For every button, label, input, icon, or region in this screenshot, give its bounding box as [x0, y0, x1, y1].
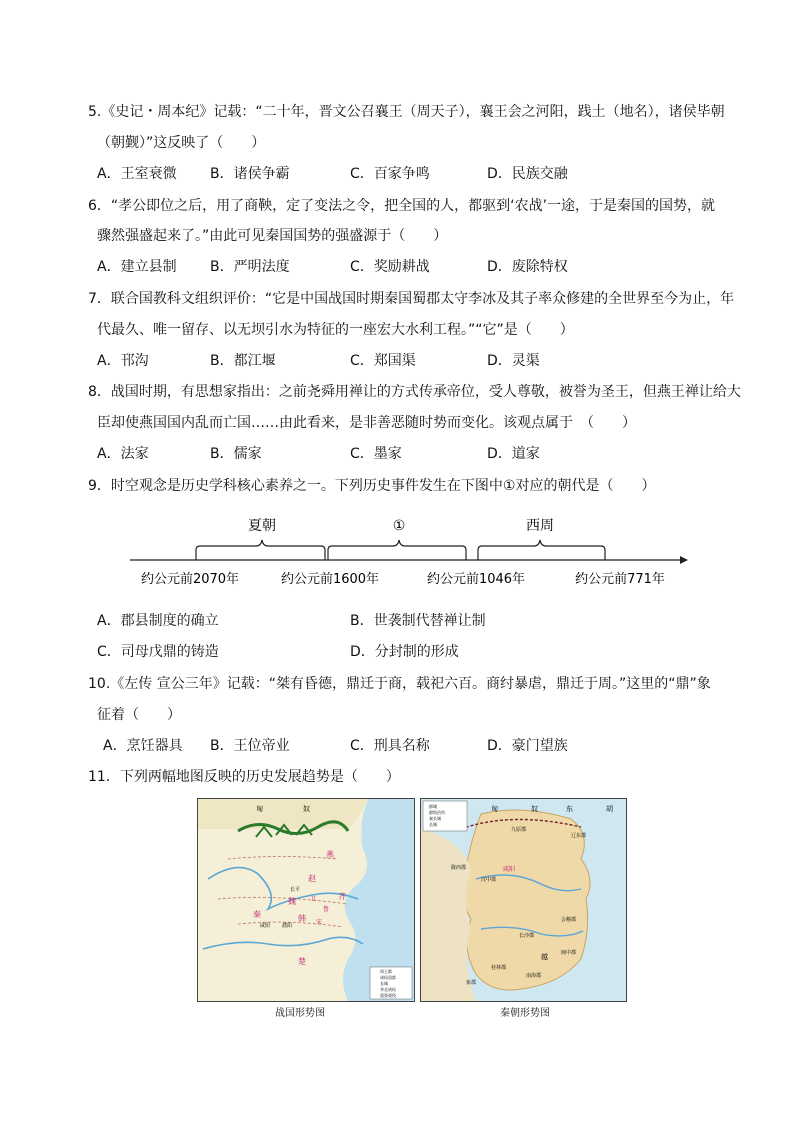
left-map-caption: 战国形势图 [275, 1008, 325, 1019]
question-10-option-d: D．豪门望族 [487, 738, 568, 754]
map-label: 汉中郡 [481, 877, 497, 883]
west-region [421, 829, 476, 1001]
question-8-line-1: 8．战国时期，有思想家指出：之前尧舜用禅让的方式传承帝位，受人尊敬，被誉为圣王，但燕王禅让给大 [88, 384, 741, 400]
question-5-line-2: （朝觐）”这反映了（ ） [97, 135, 266, 151]
question-9-option-a: A．郡县制度的确立 [97, 613, 219, 629]
timeline-brace-1 [196, 540, 325, 560]
question-10-line-1: 10.《左传 宣公三年》记载：“桀有昏德，鼎迁于商，载祀六百。商纣暴虐，鼎迁于周。”这里的“鼎”象 [88, 676, 711, 692]
right-map-caption: 秦朝形势图 [500, 1008, 550, 1019]
timeline-segment-3: 西周 [526, 518, 554, 534]
map-label: 象郡 [466, 980, 477, 986]
map-label: 长平 [290, 887, 301, 893]
question-10-option-c: C．刑具名称 [350, 738, 430, 754]
legend-item: 秦长城 [429, 816, 441, 821]
map-label: 辽东郡 [571, 833, 587, 839]
warring-states-map [197, 798, 415, 1002]
map-label: 燕 [326, 850, 334, 859]
question-8-option-d: D．道家 [487, 446, 540, 462]
question-10-option-a: A．烹饪器具 [103, 738, 183, 754]
legend-item: 郡城 [429, 804, 437, 809]
map-label: 长沙郡 [519, 933, 535, 939]
question-9-option-b: B．世袭制代替禅让制 [350, 613, 486, 629]
question-7-option-d: D．灵渠 [487, 353, 540, 369]
map-label: 匈 [256, 805, 263, 813]
question-7-line-1: 7．联合国教科文组织评价：“它是中国战国时期秦国蜀郡太守李冰及其子率众修建的全世界至今为止，年 [88, 291, 735, 307]
question-6-line-1: 6．“孝公即位之后，用了商鞅，定了变法之令，把全国的人，都驱到‘农战’一途，于是秦国的国势，就 [88, 198, 716, 214]
legend-item: 长城 [429, 822, 437, 827]
map-label: 奴 [531, 805, 538, 813]
question-8-line-2: 臣却使燕国国内乱而亡国……由此看来，是非善恶随时势而变化。该观点属于 （ ） [97, 415, 636, 431]
question-9-line-1: 9．时空观念是历史学科核心素养之一。下列历史事件发生在下图中①对应的朝代是（ ） [88, 478, 656, 494]
question-11-line-1: 11．下列两幅地图反映的历史发展趋势是（ ） [88, 769, 400, 785]
map-label: 陇西郡 [451, 865, 467, 871]
timeline-tick-3: 约公元前1046年 [426, 572, 526, 587]
map-label: 匈 [491, 805, 498, 813]
question-5-option-a: A．王室衰微 [97, 166, 177, 182]
question-9-option-d: D．分封制的形成 [350, 644, 459, 660]
timeline-tick-2: 约公元前1600年 [280, 572, 380, 587]
legend-item: 华北诸侯 [380, 987, 396, 992]
timeline-arrow-icon [680, 556, 688, 564]
map-label: 南海郡 [526, 973, 542, 979]
timeline-brace-2 [328, 540, 466, 560]
map-label: 齐 [338, 892, 346, 901]
legend-item: 长城 [380, 981, 388, 986]
question-10-line-2: 征着（ ） [97, 707, 181, 723]
question-7-option-b: B．都江堰 [210, 353, 276, 369]
question-7-option-a: A．邗沟 [97, 353, 149, 369]
question-5-option-b: B．诸侯争霸 [210, 166, 290, 182]
question-6-option-a: A．建立县制 [97, 259, 177, 275]
map-label: 秦 [253, 910, 261, 919]
qin-dynasty-map [420, 798, 627, 1002]
map-label: 胡 [606, 805, 613, 813]
question-6-option-c: C．奖励耕战 [350, 259, 430, 275]
question-9-option-c: C．司母戊鼎的铸造 [97, 644, 219, 660]
map-label: 楚 [298, 957, 306, 966]
map-label: 濮阳 [282, 923, 293, 929]
map-label: 闽中郡 [561, 950, 577, 956]
map-label: 咸阳 [503, 866, 516, 873]
legend-item: 郡级治所 [429, 810, 445, 815]
timeline-segment-2: ① [392, 518, 406, 534]
map-label: 越 [541, 953, 548, 961]
map-label: 咸阳 [260, 923, 271, 929]
question-7-line-2: 代最久、唯一留存、以无坝引水为特征的一座宏大水利工程。”“它”是（ ） [97, 322, 574, 338]
map-label: 九原郡 [511, 827, 527, 833]
legend-item: 周王都 [380, 969, 392, 974]
legend-item: 重要战役 [380, 993, 396, 998]
map-label: 会稽郡 [561, 917, 577, 923]
legend-item: 诸侯国都 [380, 975, 396, 980]
map-label: 宋 [316, 919, 323, 926]
question-6-line-2: 骤然强盛起来了。”由此可见秦国国势的强盛源于（ ） [97, 228, 448, 244]
question-8-option-c: C．墨家 [350, 446, 402, 462]
map-label: 鲁 [323, 906, 330, 913]
yangtze-river [203, 937, 363, 949]
question-5-line-1: 5.《史记・周本纪》记载：“二十年，晋文公召襄王（周天子），襄王会之河阳，践土（地名），诸侯毕朝 [88, 104, 725, 120]
question-8-option-b: B．儒家 [210, 446, 262, 462]
question-7-option-c: C．郑国渠 [350, 353, 416, 369]
map-label: 韩 [298, 914, 306, 923]
question-10-option-b: B．王位帝业 [210, 738, 290, 754]
yellow-river [208, 868, 358, 909]
question-6-option-d: D．废除特权 [487, 259, 568, 275]
map-label: 桂林郡 [491, 965, 507, 971]
question-5-option-d: D．民族交融 [487, 166, 568, 182]
timeline-tick-1: 约公元前2070年 [140, 572, 240, 587]
timeline-segment-1: 夏朝 [248, 518, 276, 534]
question-6-option-b: B．严明法度 [210, 259, 290, 275]
map-label: 卫 [310, 896, 317, 903]
timeline-tick-4: 约公元前771年 [575, 572, 665, 587]
map-label: 魏 [288, 897, 296, 906]
map-label: 奴 [303, 805, 310, 813]
timeline-diagram [120, 510, 690, 590]
question-5-option-c: C．百家争鸣 [350, 166, 430, 182]
map-label: 东 [566, 805, 573, 813]
question-8-option-a: A．法家 [97, 446, 149, 462]
timeline-brace-3 [478, 540, 605, 560]
map-label: 赵 [308, 874, 316, 883]
